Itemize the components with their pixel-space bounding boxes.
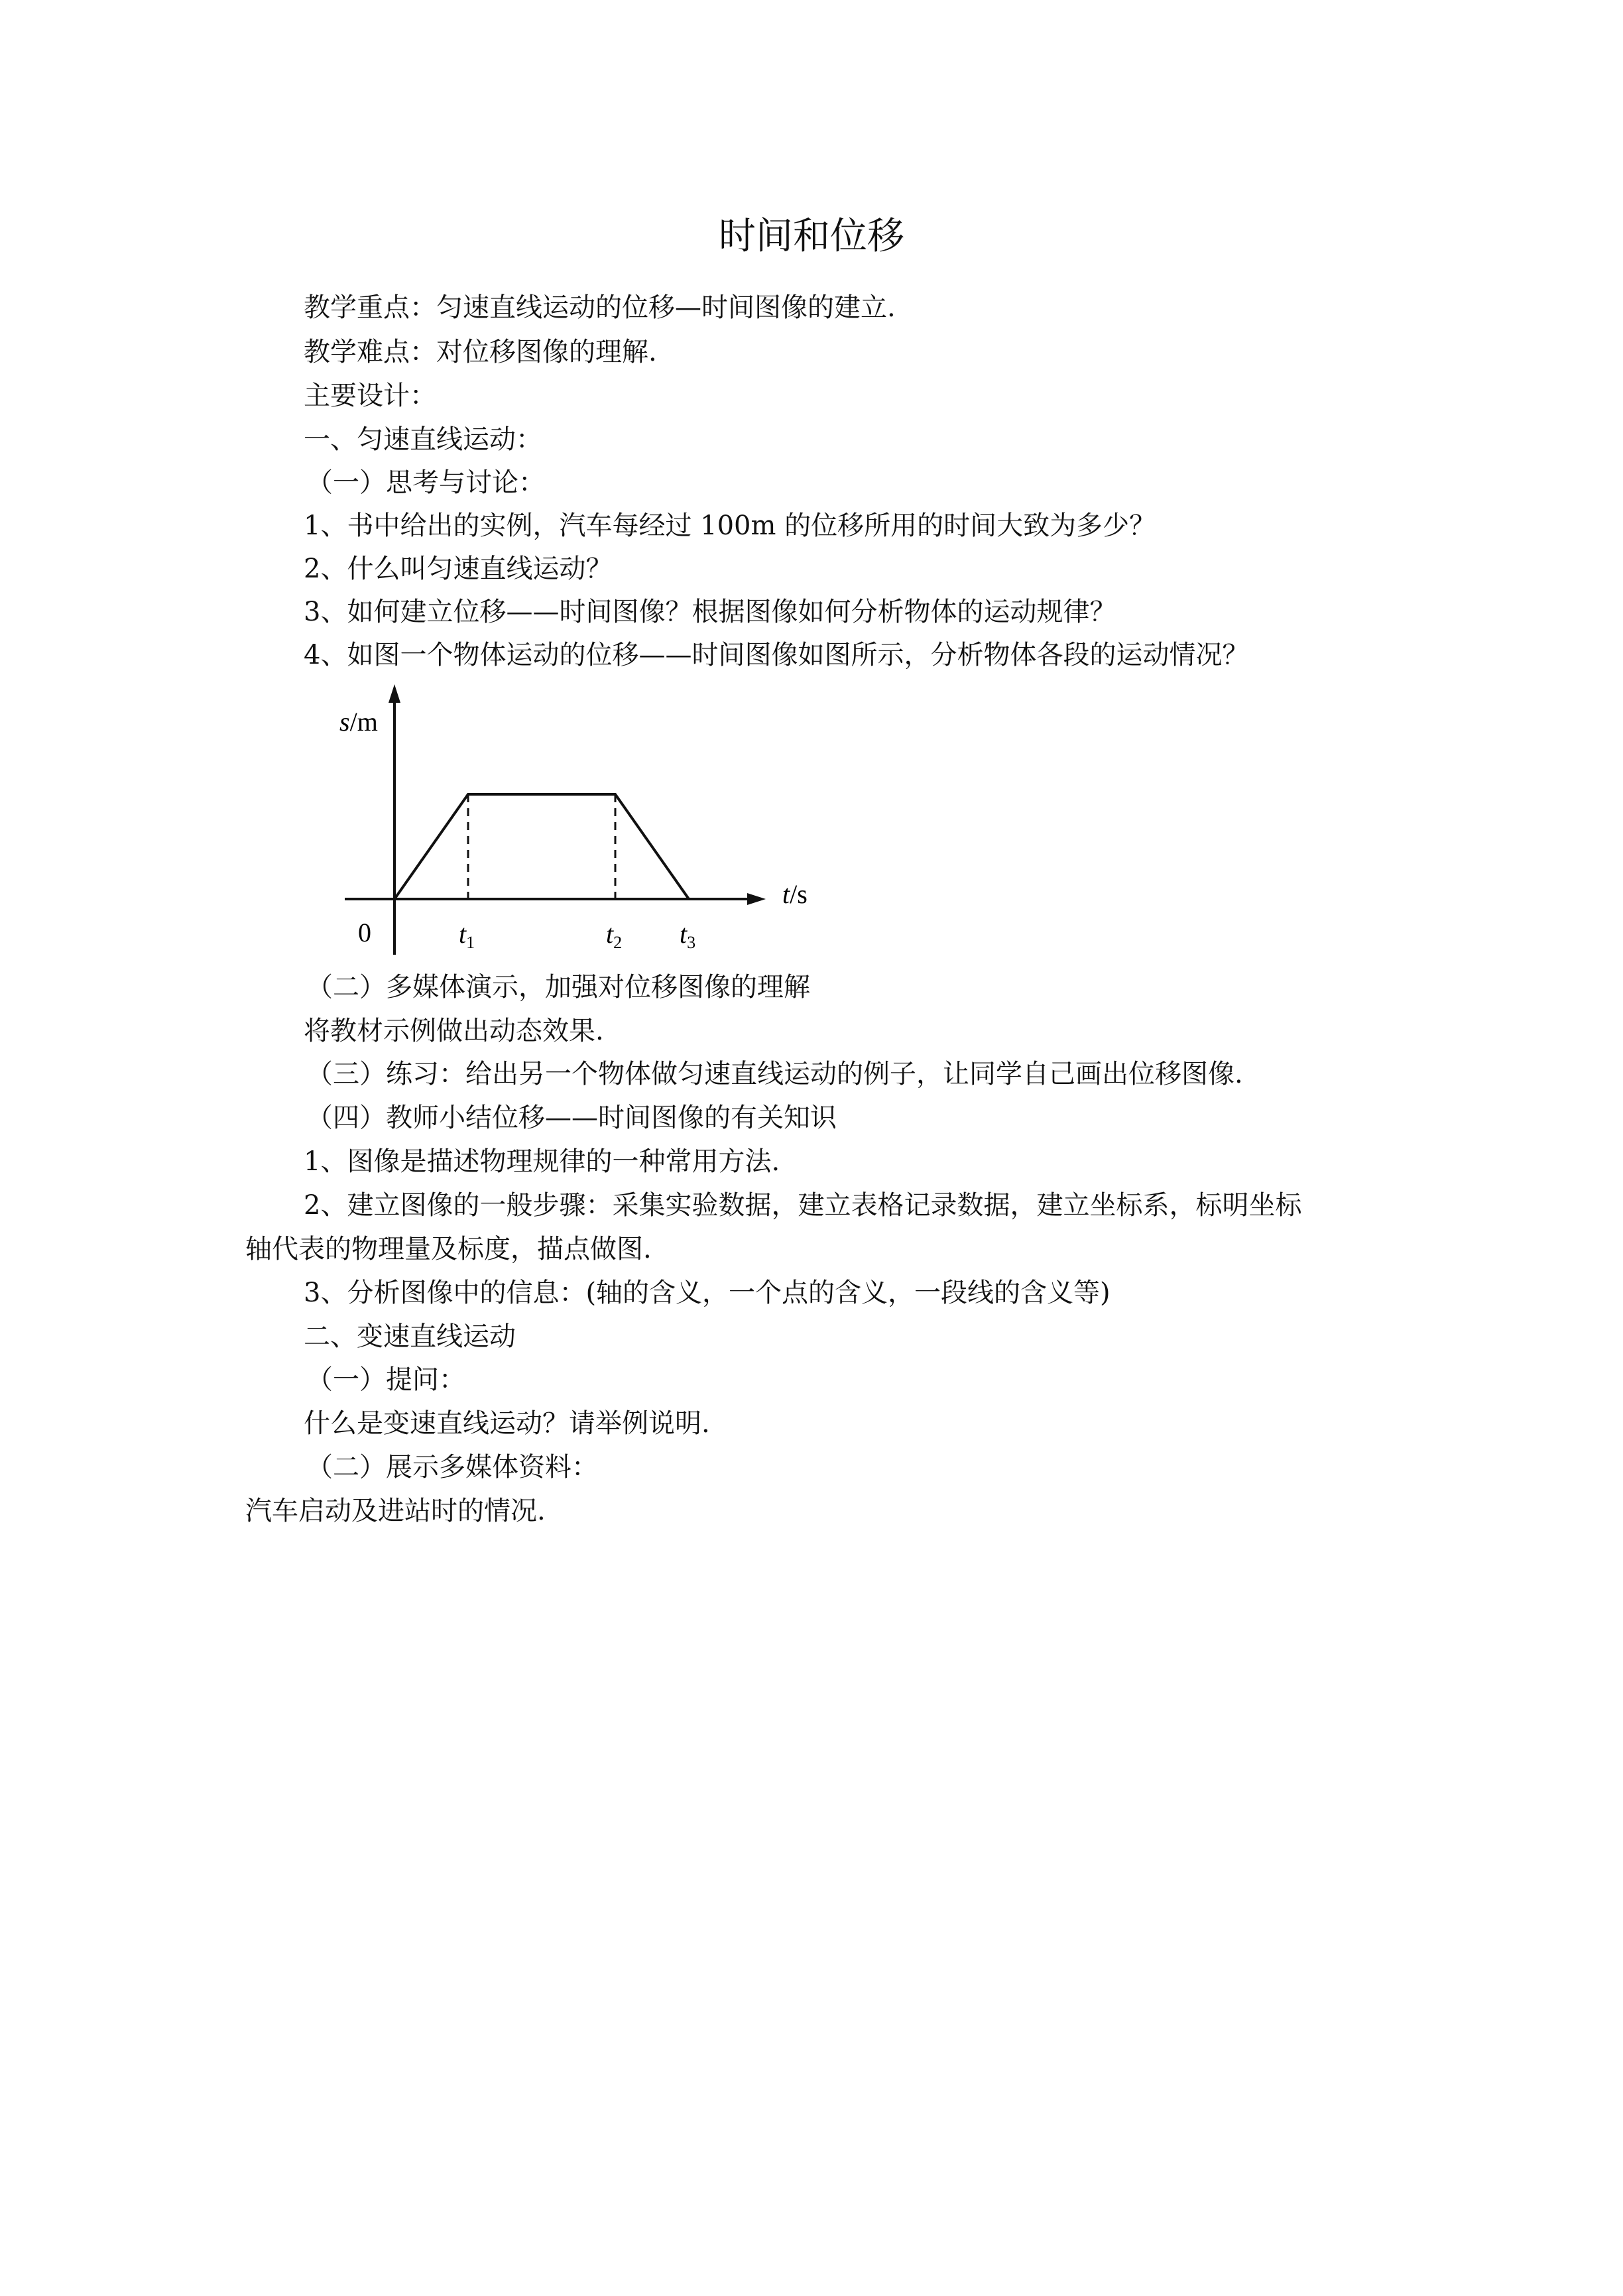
subsection-question: （一）提问：	[306, 1364, 465, 1395]
summary-point-3: 3、分析图像中的信息：(轴的含义，一个点的含义，一段线的含义等)	[304, 1278, 1111, 1308]
question-4: 4、如图一个物体运动的位移——时间图像如图所示，分析物体各段的运动情况？	[304, 640, 1249, 670]
st-graph	[318, 683, 822, 975]
question-1: 1、书中给出的实例，汽车每经过 100m 的位移所用的时间大致为多少？	[304, 511, 1156, 541]
text-line-car: 汽车启动及进站时的情况.	[245, 1496, 546, 1526]
text-line-key-point: 教学重点：匀速直线运动的位移—时间图像的建立.	[304, 292, 896, 323]
y-axis-label: s/m	[339, 707, 378, 737]
x-axis-label: t/s	[782, 879, 808, 909]
subsection-heading: （一）思考与讨论：	[306, 467, 545, 498]
origin-label: 0	[358, 918, 371, 947]
x-axis-arrow	[747, 893, 766, 905]
text-line-dynamic: 将教材示例做出动态效果.	[304, 1016, 604, 1046]
section-heading-1: 一、匀速直线运动：	[304, 424, 542, 455]
section-heading-2: 二、变速直线运动	[304, 1321, 516, 1352]
tick-label-t3: $t_3$	[680, 919, 696, 952]
subsection-practice: （三）练习：给出另一个物体做匀速直线运动的例子，让同学自己画出位移图像.	[306, 1059, 1243, 1089]
y-axis-arrow	[389, 684, 400, 703]
subsection-multimedia: （二）多媒体演示，加强对位移图像的理解	[306, 972, 810, 1002]
text-line-question: 什么是变速直线运动？请举例说明.	[304, 1408, 710, 1439]
question-2: 2、什么叫匀速直线运动？	[304, 554, 613, 584]
subsection-summary: （四）教师小结位移——时间图像的有关知识	[306, 1103, 837, 1133]
summary-point-2: 2、建立图像的一般步骤：采集实验数据，建立表格记录数据，建立坐标系，标明坐标	[304, 1190, 1302, 1221]
tick-label-t1: $t_1$	[459, 919, 475, 952]
text-line-difficulty: 教学难点：对位移图像的理解.	[304, 337, 657, 367]
tick-label-t2: $t_2$	[606, 919, 623, 952]
question-3: 3、如何建立位移——时间图像？根据图像如何分析物体的运动规律？	[304, 597, 1116, 627]
page-title: 时间和位移	[719, 215, 904, 258]
series-line	[394, 794, 689, 899]
summary-point-1: 1、图像是描述物理规律的一种常用方法.	[304, 1146, 780, 1177]
text-line-design: 主要设计：	[304, 381, 436, 411]
subsection-media: （二）展示多媒体资料：	[306, 1452, 598, 1482]
summary-point-2-cont: 轴代表的物理量及标度，描点做图.	[245, 1234, 652, 1264]
